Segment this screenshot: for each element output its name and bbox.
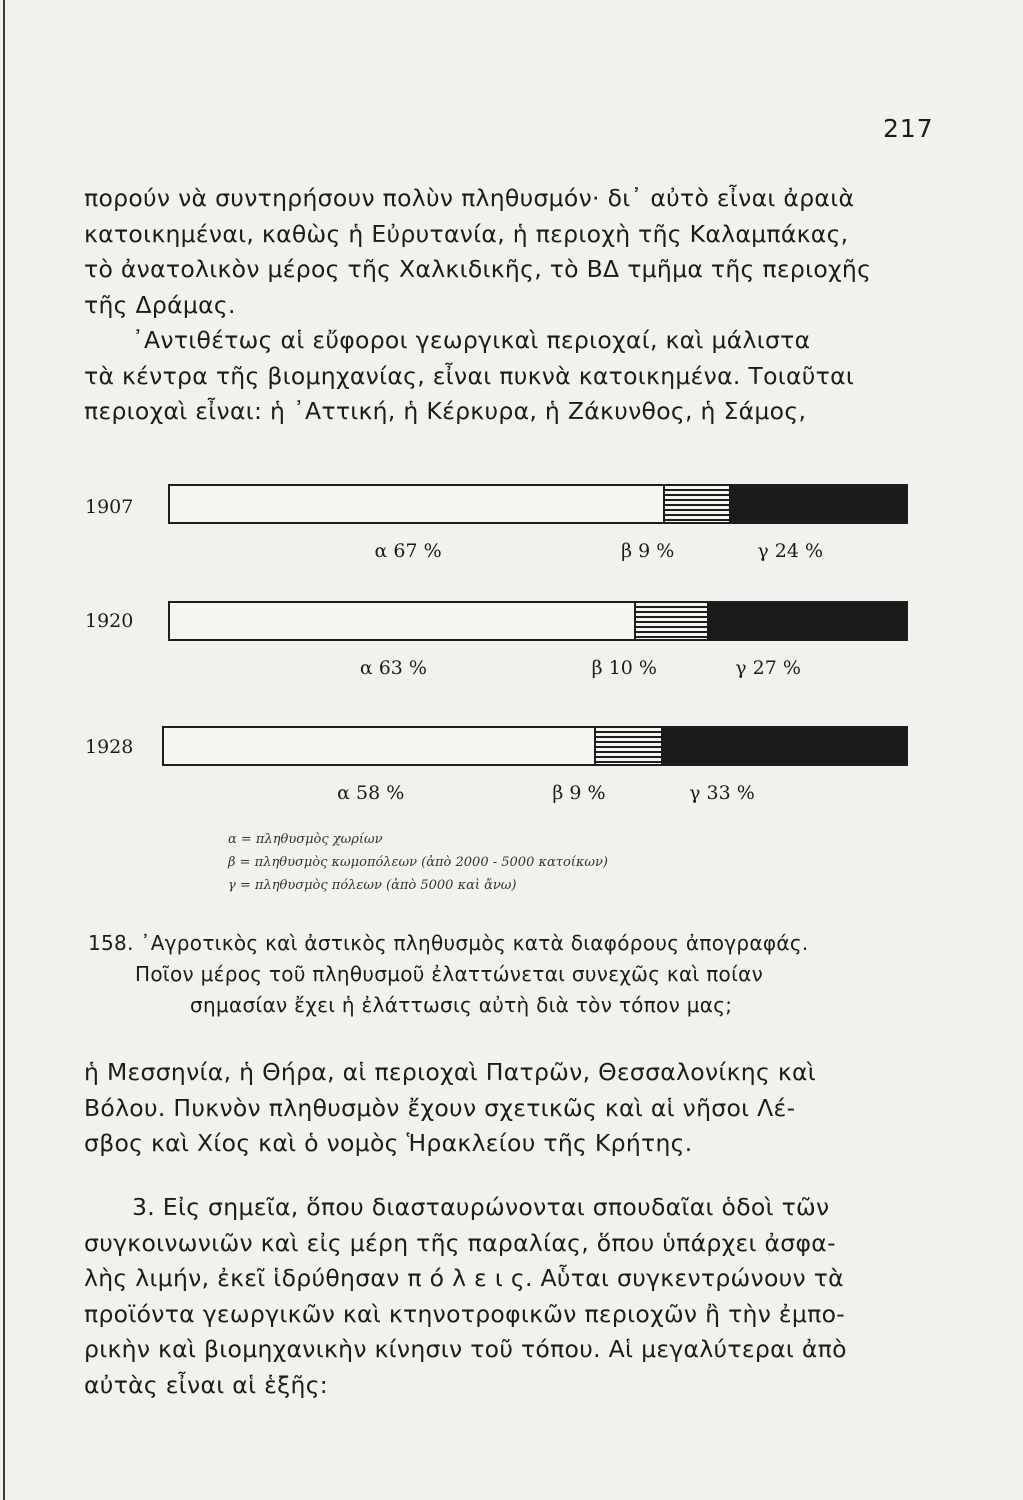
text-line: πορούν νὰ συντηρήσουν πολὺν πληθυσμόν· δι᾽ αὐτὸ εἶναι ἀραιὰ (84, 184, 855, 212)
text-line: τὰ κέντρα τῆς βιομηχανίας, εἶναι πυκνὰ κατοικημένα. Τοιαῦται (84, 361, 855, 390)
text-line: 3. Εἰς σημεῖα, ὅπου διασταυρώνονται σπουδαῖαι ὁδοὶ τῶν (132, 1193, 830, 1221)
year-label: 1928 (85, 736, 134, 758)
bar-segment-alpha (170, 486, 663, 522)
legend-item-alpha: α = πληθυσμὸς χωρίων (228, 832, 383, 847)
text-line: κατοικημέναι, καθὼς ἡ Εὐρυτανία, ἡ περιοχὴ τῆς Καλαμπάκας, (84, 219, 849, 248)
text-line: Βόλου. Πυκνὸν πληθυσμὸν ἔχουν σχετικῶς καὶ αἱ νῆσοι Λέ- (84, 1093, 796, 1122)
text-line: συγκοινωνιῶν καὶ εἰς μέρη τῆς παραλίας, ὅπου ὑπάρχει ἀσφα- (84, 1228, 836, 1257)
text-line: ἡ Μεσσηνία, ἡ Θήρα, αἱ περιοχαὶ Πατρῶν, Θεσσαλονίκης καὶ (84, 1058, 817, 1086)
bar-value-label: β 9 % (552, 782, 606, 804)
bar-value-label: γ 33 % (689, 782, 755, 804)
text-line: τῆς Δράμας. (84, 290, 236, 319)
population-chart (0, 470, 1023, 810)
stacked-bar (168, 601, 908, 641)
legend-item-beta: β = πληθυσμὸς κωμοπόλεων (ἀπὸ 2000 - 5000 κατοίκων) (228, 855, 608, 870)
chart-legend (228, 828, 608, 897)
bar-segment-gamma (707, 603, 906, 639)
bar-value-label: α 58 % (337, 782, 405, 804)
bar-value-label: γ 24 % (757, 540, 824, 562)
paragraph-bottom (84, 1190, 944, 1403)
year-label: 1907 (85, 496, 134, 518)
bar-segment-beta (663, 486, 729, 522)
paragraph-top (84, 181, 944, 430)
bar-value-label: β 10 % (591, 657, 657, 679)
text-line: σβος καὶ Χίος καὶ ὁ νομὸς Ἡρακλείου τῆς Κρήτης. (84, 1129, 693, 1157)
stacked-bar (162, 726, 908, 766)
page-number: 217 (883, 114, 934, 143)
bar-segment-gamma (729, 486, 906, 522)
text-line: τὸ ἀνατολικὸν μέρος τῆς Χαλκιδικῆς, τὸ ΒΔ τμῆμα τῆς περιοχῆς (84, 255, 872, 283)
caption-line: Ποῖον μέρος τοῦ πληθυσμοῦ ἐλαττώνεται συνεχῶς καὶ ποίαν (135, 962, 764, 986)
bar-segment-beta (594, 728, 661, 764)
bar-segment-gamma (661, 728, 906, 764)
bar-value-label: α 67 % (374, 540, 442, 562)
caption-line: σημασίαν ἔχει ἡ ἐλάττωσις αὐτὴ διὰ τὸν τόπον μας; (190, 993, 733, 1017)
stacked-bar (168, 484, 908, 524)
text-line: ρικὴν καὶ βιομηχανικὴν κίνησιν τοῦ τόπου. Αἱ μεγαλύτεραι ἀπὸ (84, 1335, 847, 1363)
bar-value-label: β 9 % (621, 540, 675, 562)
figure-caption (88, 928, 948, 1021)
bar-value-label: α 63 % (359, 657, 427, 679)
bar-value-label: γ 27 % (735, 657, 801, 679)
text-line: προϊόντα γεωργικῶν καὶ κτηνοτροφικῶν περιοχῶν ἢ τὴν ἐμπο- (84, 1299, 846, 1328)
text-line: αὐτὰς εἶναι αἱ ἑξῆς: (84, 1370, 329, 1399)
caption-line: 158. ᾽Αγροτικὸς καὶ ἀστικὸς πληθυσμὸς κατὰ διαφόρους ἀπογραφάς. (88, 931, 809, 955)
text-line: λὴς λιμήν, ἐκεῖ ἱδρύθησαν π ό λ ε ι ς. Αὗται συγκεντρώνουν τὰ (84, 1264, 844, 1292)
legend-item-gamma: γ = πληθυσμὸς πόλεων (ἀπὸ 5000 καὶ ἄνω) (228, 878, 517, 893)
paragraph-middle (84, 1055, 944, 1162)
bar-segment-alpha (170, 603, 634, 639)
bar-segment-alpha (164, 728, 594, 764)
text-line: περιοχαὶ εἶναι: ἡ ᾽Αττική, ἡ Κέρκυρα, ἡ Ζάκυνθος, ἡ Σάμος, (84, 397, 807, 425)
bar-segment-beta (634, 603, 708, 639)
year-label: 1920 (85, 610, 134, 632)
text-line: ᾽Αντιθέτως αἱ εὔφοροι γεωργικαὶ περιοχαί, καὶ μάλιστα (132, 326, 811, 354)
